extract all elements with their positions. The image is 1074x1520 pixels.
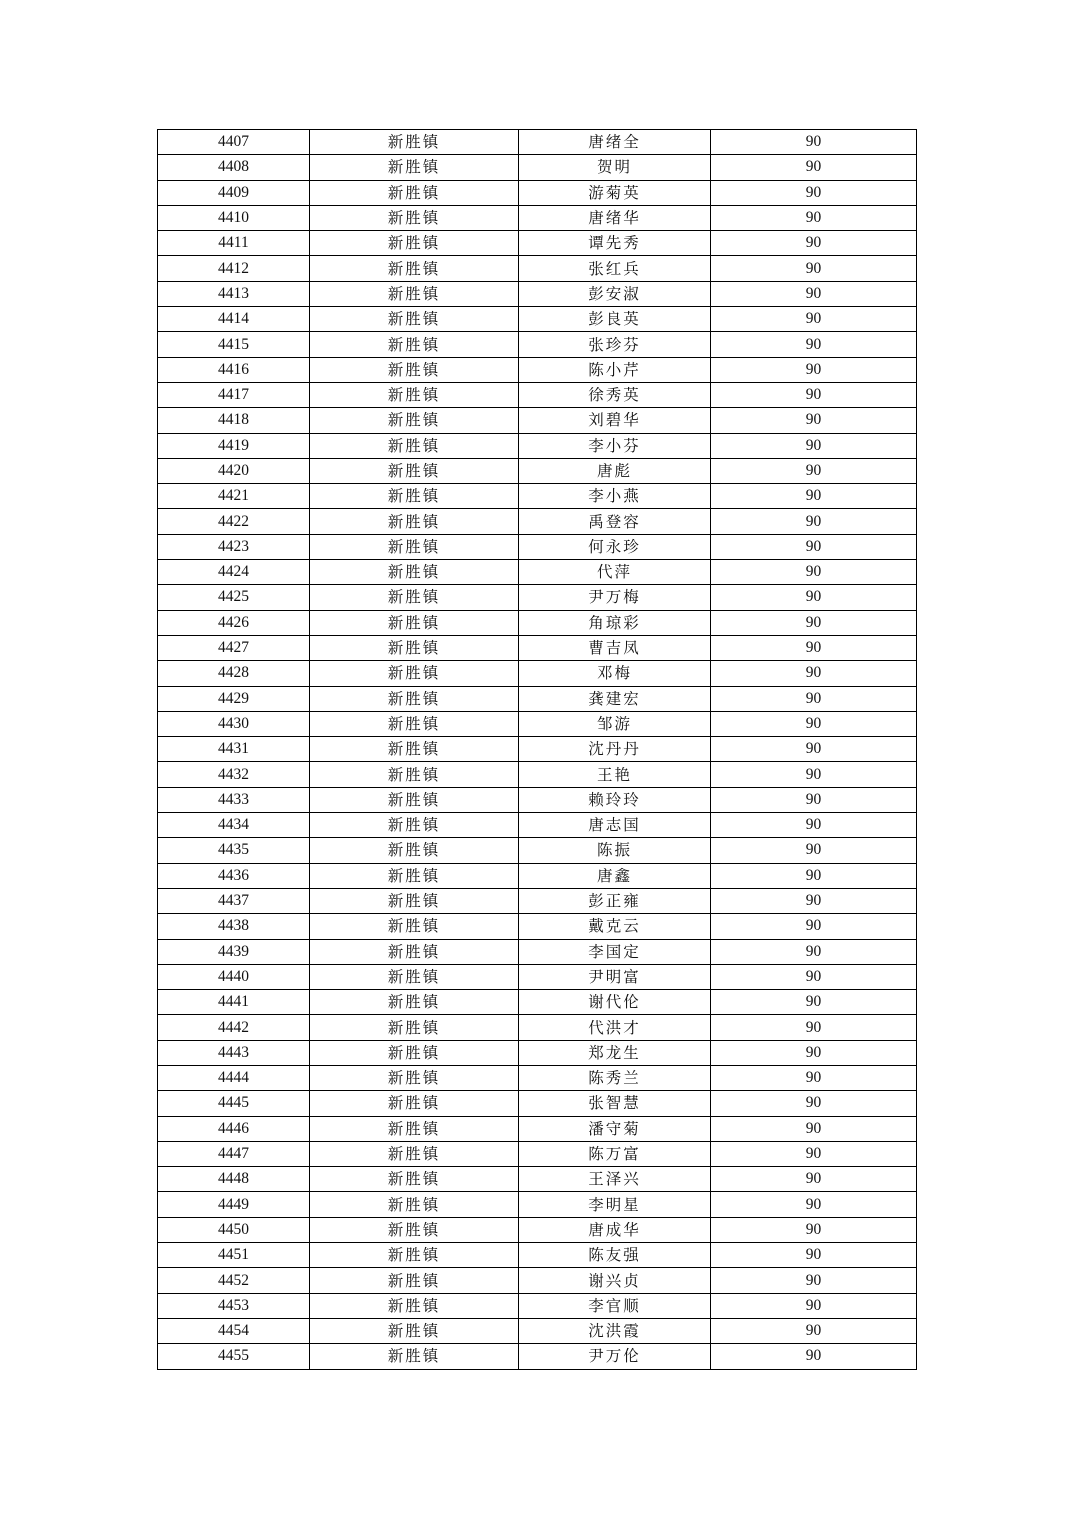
town-cell: 新胜镇 xyxy=(310,964,519,989)
row-number-cell: 4437 xyxy=(158,888,310,913)
table-row xyxy=(158,180,917,205)
person-name-cell: 尹明富 xyxy=(519,964,711,989)
row-number-cell: 4420 xyxy=(158,458,310,483)
table-row xyxy=(158,686,917,711)
town-cell: 新胜镇 xyxy=(310,1167,519,1192)
table-row xyxy=(158,888,917,913)
person-name-cell: 代洪才 xyxy=(519,1015,711,1040)
town-cell: 新胜镇 xyxy=(310,787,519,812)
town-cell: 新胜镇 xyxy=(310,560,519,585)
amount-cell: 90 xyxy=(711,1167,917,1192)
row-number-cell: 4414 xyxy=(158,307,310,332)
town-cell: 新胜镇 xyxy=(310,635,519,660)
person-name-cell: 邹游 xyxy=(519,711,711,736)
person-name-cell: 角琼彩 xyxy=(519,610,711,635)
table-row xyxy=(158,130,917,155)
table-row xyxy=(158,534,917,559)
person-name-cell: 谢兴贞 xyxy=(519,1268,711,1293)
person-name-cell: 尹万梅 xyxy=(519,585,711,610)
table-row xyxy=(158,585,917,610)
person-name-cell: 李明星 xyxy=(519,1192,711,1217)
row-number-cell: 4455 xyxy=(158,1344,310,1369)
row-number-cell: 4428 xyxy=(158,661,310,686)
amount-cell: 90 xyxy=(711,357,917,382)
amount-cell: 90 xyxy=(711,762,917,787)
amount-cell: 90 xyxy=(711,281,917,306)
person-name-cell: 彭正雍 xyxy=(519,888,711,913)
row-number-cell: 4422 xyxy=(158,509,310,534)
amount-cell: 90 xyxy=(711,1065,917,1090)
amount-cell: 90 xyxy=(711,1268,917,1293)
row-number-cell: 4417 xyxy=(158,382,310,407)
town-cell: 新胜镇 xyxy=(310,1141,519,1166)
table-row xyxy=(158,914,917,939)
person-name-cell: 尹万伦 xyxy=(519,1344,711,1369)
person-name-cell: 唐绪华 xyxy=(519,205,711,230)
table-row xyxy=(158,711,917,736)
town-cell: 新胜镇 xyxy=(310,1318,519,1343)
row-number-cell: 4449 xyxy=(158,1192,310,1217)
person-name-cell: 陈友强 xyxy=(519,1243,711,1268)
town-cell: 新胜镇 xyxy=(310,180,519,205)
town-cell: 新胜镇 xyxy=(310,1192,519,1217)
row-number-cell: 4429 xyxy=(158,686,310,711)
row-number-cell: 4447 xyxy=(158,1141,310,1166)
row-number-cell: 4408 xyxy=(158,155,310,180)
person-name-cell: 赖玲玲 xyxy=(519,787,711,812)
table-row xyxy=(158,1116,917,1141)
person-name-cell: 陈万富 xyxy=(519,1141,711,1166)
table-row xyxy=(158,1167,917,1192)
row-number-cell: 4409 xyxy=(158,180,310,205)
town-cell: 新胜镇 xyxy=(310,307,519,332)
amount-cell: 90 xyxy=(711,382,917,407)
row-number-cell: 4423 xyxy=(158,534,310,559)
town-cell: 新胜镇 xyxy=(310,1243,519,1268)
amount-cell: 90 xyxy=(711,686,917,711)
table-row xyxy=(158,737,917,762)
row-number-cell: 4453 xyxy=(158,1293,310,1318)
amount-cell: 90 xyxy=(711,1116,917,1141)
row-number-cell: 4443 xyxy=(158,1040,310,1065)
table-row xyxy=(158,1293,917,1318)
table-row xyxy=(158,307,917,332)
amount-cell: 90 xyxy=(711,964,917,989)
table-row xyxy=(158,205,917,230)
person-name-cell: 唐成华 xyxy=(519,1217,711,1242)
town-cell: 新胜镇 xyxy=(310,711,519,736)
person-name-cell: 徐秀英 xyxy=(519,382,711,407)
row-number-cell: 4431 xyxy=(158,737,310,762)
person-name-cell: 谭先秀 xyxy=(519,231,711,256)
row-number-cell: 4444 xyxy=(158,1065,310,1090)
table-row xyxy=(158,560,917,585)
row-number-cell: 4436 xyxy=(158,863,310,888)
town-cell: 新胜镇 xyxy=(310,1116,519,1141)
town-cell: 新胜镇 xyxy=(310,357,519,382)
town-cell: 新胜镇 xyxy=(310,863,519,888)
row-number-cell: 4451 xyxy=(158,1243,310,1268)
row-number-cell: 4450 xyxy=(158,1217,310,1242)
table-row xyxy=(158,610,917,635)
person-name-cell: 禹登容 xyxy=(519,509,711,534)
person-name-cell: 张红兵 xyxy=(519,256,711,281)
row-number-cell: 4412 xyxy=(158,256,310,281)
amount-cell: 90 xyxy=(711,1015,917,1040)
table-row xyxy=(158,509,917,534)
person-name-cell: 代萍 xyxy=(519,560,711,585)
table-row xyxy=(158,281,917,306)
person-name-cell: 刘碧华 xyxy=(519,408,711,433)
table-row xyxy=(158,787,917,812)
town-cell: 新胜镇 xyxy=(310,155,519,180)
row-number-cell: 4448 xyxy=(158,1167,310,1192)
town-cell: 新胜镇 xyxy=(310,939,519,964)
row-number-cell: 4419 xyxy=(158,433,310,458)
row-number-cell: 4441 xyxy=(158,990,310,1015)
row-number-cell: 4411 xyxy=(158,231,310,256)
row-number-cell: 4425 xyxy=(158,585,310,610)
table-row xyxy=(158,1344,917,1369)
person-name-cell: 陈秀兰 xyxy=(519,1065,711,1090)
table-row xyxy=(158,661,917,686)
row-number-cell: 4432 xyxy=(158,762,310,787)
amount-cell: 90 xyxy=(711,711,917,736)
person-name-cell: 潘守菊 xyxy=(519,1116,711,1141)
person-name-cell: 沈丹丹 xyxy=(519,737,711,762)
row-number-cell: 4439 xyxy=(158,939,310,964)
row-number-cell: 4418 xyxy=(158,408,310,433)
row-number-cell: 4407 xyxy=(158,130,310,155)
amount-cell: 90 xyxy=(711,585,917,610)
person-name-cell: 贺明 xyxy=(519,155,711,180)
person-name-cell: 李国定 xyxy=(519,939,711,964)
table-row xyxy=(158,484,917,509)
amount-cell: 90 xyxy=(711,509,917,534)
person-name-cell: 戴克云 xyxy=(519,914,711,939)
town-cell: 新胜镇 xyxy=(310,1268,519,1293)
person-name-cell: 郑龙生 xyxy=(519,1040,711,1065)
amount-cell: 90 xyxy=(711,1243,917,1268)
town-cell: 新胜镇 xyxy=(310,1293,519,1318)
amount-cell: 90 xyxy=(711,838,917,863)
person-name-cell: 唐志国 xyxy=(519,813,711,838)
town-cell: 新胜镇 xyxy=(310,1344,519,1369)
table-row xyxy=(158,231,917,256)
amount-cell: 90 xyxy=(711,155,917,180)
town-cell: 新胜镇 xyxy=(310,914,519,939)
row-number-cell: 4435 xyxy=(158,838,310,863)
amount-cell: 90 xyxy=(711,1293,917,1318)
table-row xyxy=(158,1318,917,1343)
town-cell: 新胜镇 xyxy=(310,130,519,155)
table-row xyxy=(158,863,917,888)
table-row xyxy=(158,939,917,964)
town-cell: 新胜镇 xyxy=(310,813,519,838)
person-name-cell: 曹吉凤 xyxy=(519,635,711,660)
table-row xyxy=(158,635,917,660)
table-row xyxy=(158,256,917,281)
row-number-cell: 4424 xyxy=(158,560,310,585)
table-row xyxy=(158,1217,917,1242)
person-name-cell: 何永珍 xyxy=(519,534,711,559)
amount-cell: 90 xyxy=(711,939,917,964)
person-name-cell: 邓梅 xyxy=(519,661,711,686)
table-row xyxy=(158,357,917,382)
person-name-cell: 唐鑫 xyxy=(519,863,711,888)
town-cell: 新胜镇 xyxy=(310,661,519,686)
person-name-cell: 陈振 xyxy=(519,838,711,863)
amount-cell: 90 xyxy=(711,205,917,230)
table-row xyxy=(158,1192,917,1217)
table-row xyxy=(158,1015,917,1040)
town-cell: 新胜镇 xyxy=(310,382,519,407)
town-cell: 新胜镇 xyxy=(310,332,519,357)
table-row xyxy=(158,458,917,483)
row-number-cell: 4452 xyxy=(158,1268,310,1293)
town-cell: 新胜镇 xyxy=(310,256,519,281)
row-number-cell: 4433 xyxy=(158,787,310,812)
amount-cell: 90 xyxy=(711,307,917,332)
table-row xyxy=(158,382,917,407)
town-cell: 新胜镇 xyxy=(310,484,519,509)
amount-cell: 90 xyxy=(711,635,917,660)
amount-cell: 90 xyxy=(711,813,917,838)
amount-cell: 90 xyxy=(711,180,917,205)
person-name-cell: 唐绪全 xyxy=(519,130,711,155)
table-row xyxy=(158,813,917,838)
person-name-cell: 彭良英 xyxy=(519,307,711,332)
amount-cell: 90 xyxy=(711,661,917,686)
amount-cell: 90 xyxy=(711,408,917,433)
table-row xyxy=(158,1091,917,1116)
row-number-cell: 4445 xyxy=(158,1091,310,1116)
town-cell: 新胜镇 xyxy=(310,888,519,913)
person-name-cell: 李官顺 xyxy=(519,1293,711,1318)
row-number-cell: 4413 xyxy=(158,281,310,306)
town-cell: 新胜镇 xyxy=(310,1040,519,1065)
row-number-cell: 4434 xyxy=(158,813,310,838)
table-row xyxy=(158,990,917,1015)
town-cell: 新胜镇 xyxy=(310,762,519,787)
town-cell: 新胜镇 xyxy=(310,408,519,433)
row-number-cell: 4416 xyxy=(158,357,310,382)
amount-cell: 90 xyxy=(711,990,917,1015)
amount-cell: 90 xyxy=(711,737,917,762)
person-name-cell: 王泽兴 xyxy=(519,1167,711,1192)
person-name-cell: 龚建宏 xyxy=(519,686,711,711)
amount-cell: 90 xyxy=(711,1217,917,1242)
amount-cell: 90 xyxy=(711,914,917,939)
row-number-cell: 4415 xyxy=(158,332,310,357)
row-number-cell: 4446 xyxy=(158,1116,310,1141)
row-number-cell: 4454 xyxy=(158,1318,310,1343)
amount-cell: 90 xyxy=(711,863,917,888)
town-cell: 新胜镇 xyxy=(310,509,519,534)
amount-cell: 90 xyxy=(711,458,917,483)
person-name-cell: 陈小芹 xyxy=(519,357,711,382)
table-row xyxy=(158,838,917,863)
person-name-cell: 谢代伦 xyxy=(519,990,711,1015)
amount-cell: 90 xyxy=(711,1040,917,1065)
table-row xyxy=(158,1243,917,1268)
table-row xyxy=(158,1141,917,1166)
amount-cell: 90 xyxy=(711,1344,917,1369)
row-number-cell: 4426 xyxy=(158,610,310,635)
town-cell: 新胜镇 xyxy=(310,1217,519,1242)
person-name-cell: 王艳 xyxy=(519,762,711,787)
amount-cell: 90 xyxy=(711,231,917,256)
town-cell: 新胜镇 xyxy=(310,1065,519,1090)
amount-cell: 90 xyxy=(711,1091,917,1116)
person-name-cell: 沈洪霞 xyxy=(519,1318,711,1343)
person-name-cell: 唐彪 xyxy=(519,458,711,483)
amount-cell: 90 xyxy=(711,332,917,357)
table-row xyxy=(158,332,917,357)
amount-cell: 90 xyxy=(711,256,917,281)
town-cell: 新胜镇 xyxy=(310,610,519,635)
row-number-cell: 4442 xyxy=(158,1015,310,1040)
row-number-cell: 4410 xyxy=(158,205,310,230)
roster-table xyxy=(157,129,917,1370)
amount-cell: 90 xyxy=(711,484,917,509)
town-cell: 新胜镇 xyxy=(310,433,519,458)
person-name-cell: 张珍芬 xyxy=(519,332,711,357)
table-row xyxy=(158,408,917,433)
row-number-cell: 4427 xyxy=(158,635,310,660)
table-row xyxy=(158,762,917,787)
town-cell: 新胜镇 xyxy=(310,458,519,483)
person-name-cell: 游菊英 xyxy=(519,180,711,205)
amount-cell: 90 xyxy=(711,1318,917,1343)
amount-cell: 90 xyxy=(711,534,917,559)
person-name-cell: 张智慧 xyxy=(519,1091,711,1116)
row-number-cell: 4430 xyxy=(158,711,310,736)
town-cell: 新胜镇 xyxy=(310,686,519,711)
town-cell: 新胜镇 xyxy=(310,1015,519,1040)
amount-cell: 90 xyxy=(711,888,917,913)
table-row xyxy=(158,1268,917,1293)
table-row xyxy=(158,1040,917,1065)
amount-cell: 90 xyxy=(711,560,917,585)
table-row xyxy=(158,433,917,458)
amount-cell: 90 xyxy=(711,433,917,458)
town-cell: 新胜镇 xyxy=(310,585,519,610)
table-row xyxy=(158,155,917,180)
amount-cell: 90 xyxy=(711,1141,917,1166)
amount-cell: 90 xyxy=(711,1192,917,1217)
town-cell: 新胜镇 xyxy=(310,534,519,559)
table-row xyxy=(158,1065,917,1090)
person-name-cell: 李小燕 xyxy=(519,484,711,509)
town-cell: 新胜镇 xyxy=(310,205,519,230)
town-cell: 新胜镇 xyxy=(310,1091,519,1116)
row-number-cell: 4438 xyxy=(158,914,310,939)
town-cell: 新胜镇 xyxy=(310,281,519,306)
row-number-cell: 4421 xyxy=(158,484,310,509)
town-cell: 新胜镇 xyxy=(310,737,519,762)
person-name-cell: 李小芬 xyxy=(519,433,711,458)
town-cell: 新胜镇 xyxy=(310,231,519,256)
amount-cell: 90 xyxy=(711,787,917,812)
town-cell: 新胜镇 xyxy=(310,838,519,863)
town-cell: 新胜镇 xyxy=(310,990,519,1015)
row-number-cell: 4440 xyxy=(158,964,310,989)
table-row xyxy=(158,964,917,989)
person-name-cell: 彭安淑 xyxy=(519,281,711,306)
roster-table-body xyxy=(158,130,917,1370)
amount-cell: 90 xyxy=(711,130,917,155)
amount-cell: 90 xyxy=(711,610,917,635)
